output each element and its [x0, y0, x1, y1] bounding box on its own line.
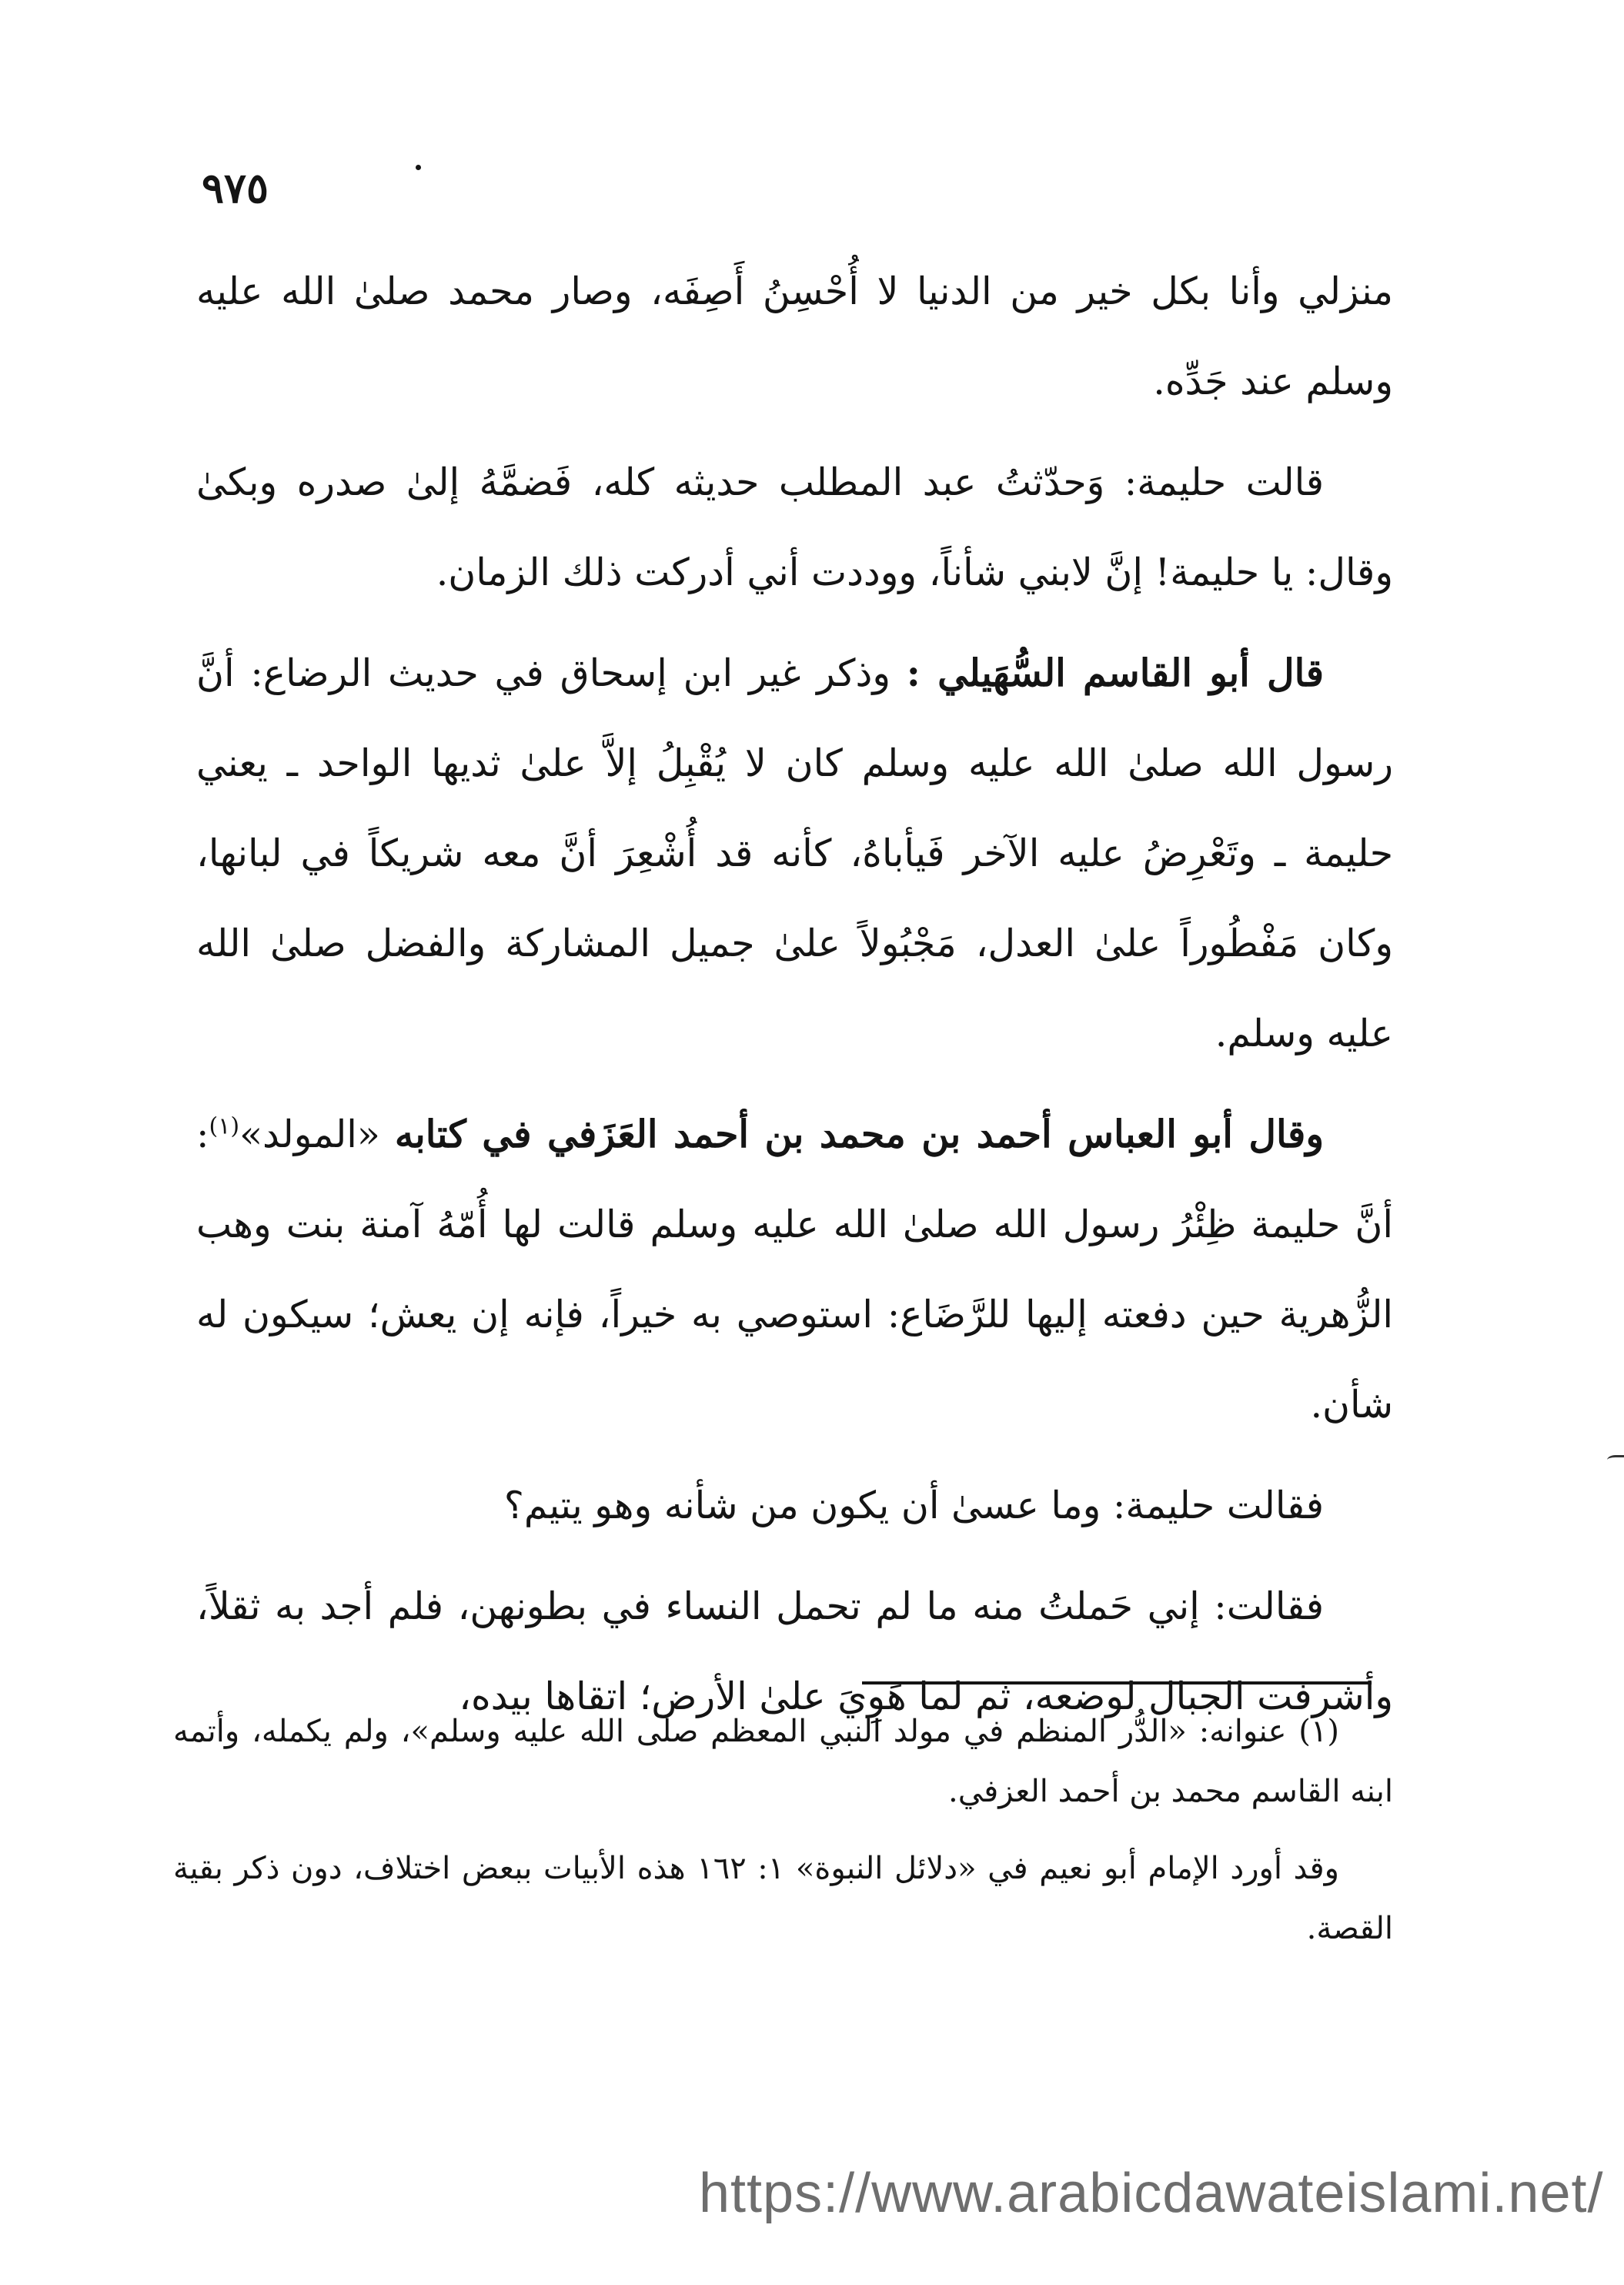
paragraph-1 [196, 246, 1393, 427]
footnote-2 [173, 1838, 1393, 1959]
footnote-1-text: (١) عنوانه: «الدُّر المنظم في مولد النبي المعظم صلى الله عليه وسلم»، ولم يكمله، وأتمه ابنه القاسم محمد بن أحمد العزفي. [173, 1714, 1393, 1809]
paragraph-6-text: فقالت: إني حَملتُ منه ما لم تحمل النساء في بطونهن، فلم أجد به ثقلاً، وأشرفت الجبال لوضعه، ثم لما هَوِيَ علىٰ الأرض؛ اتقاها بيده، [196, 1584, 1393, 1718]
paragraph-3-text: وذكر غير ابن إسحاق في حديث الرضاع: أنَّ رسول الله صلىٰ الله عليه وسلم كان لا يُقْبِلُ إلاَّ علىٰ ثديها الواحد ـ يعني حليمة ـ وتَعْرِضُ عليه الآخر فَيأباهُ، كأنه قد أُشْعِرَ أنَّ معه شريكاً في لبانها، وكان مَفْطُوراً علىٰ العدل، مَجْبُولاً علىٰ جميل المشاركة والفضل صلىٰ الله عليه وسلم. [196, 651, 1393, 1056]
footnote-1 [173, 1701, 1393, 1822]
paragraph-4 [196, 1089, 1393, 1450]
watermark-url: https://www.arabicdawateislami.net/ [699, 2163, 1604, 2224]
body-text [196, 246, 1393, 1752]
footnote-2-text: وقد أورد الإمام أبو نعيم في «دلائل النبوة» ١: ١٦٢ هذه الأبيات ببعض اختلاف، دون ذكر بقية القصة. [173, 1851, 1393, 1946]
paragraph-2-text: قالت حليمة: وَحدّثتُ عبد المطلب حديثه كله، فَضمَّهُ إلىٰ صدره وبكىٰ وقال: يا حليمة! إنَّ لابني شأناً، ووددت أني أدركت ذلك الزمان. [196, 460, 1393, 594]
paragraph-4-title: «المولد» [239, 1112, 395, 1156]
footnote-separator [862, 1681, 1372, 1684]
scan-speck [416, 165, 421, 170]
paragraph-4-lead: وقال أبو العباس أحمد بن محمد بن أحمد العَزَفي في كتابه [394, 1112, 1324, 1156]
page-edge-mark [1607, 1455, 1624, 1465]
footnotes [173, 1701, 1393, 1976]
paragraph-1-text: منزلي وأنا بكل خير من الدنيا لا أُحْسِنُ أَصِفَه، وصار محمد صلىٰ الله عليه وسلم عند جَدِّه. [196, 269, 1393, 403]
paragraph-5-text: فقالت حليمة: وما عسىٰ أن يكون من شأنه وهو يتيم؟ [503, 1484, 1324, 1527]
paragraph-3 [196, 628, 1393, 1079]
page-number: ٩٧٥ [202, 163, 269, 212]
paragraph-4-text: : أنَّ حليمة ظِئْرُ رسول الله صلىٰ الله عليه وسلم قالت لها أُمّهُ آمنة بنت وهب الزُّهرية حين دفعته إليها للرَّضَاع: استوصي به خيراً، فإنه إن يعش؛ سيكون له شأن. [196, 1112, 1393, 1427]
footnote-reference-1: (١) [209, 1112, 240, 1140]
paragraph-5 [196, 1460, 1393, 1551]
paragraph-3-lead: قال أبو القاسم السُّهَيلي : [906, 651, 1324, 695]
paragraph-2 [196, 437, 1393, 617]
